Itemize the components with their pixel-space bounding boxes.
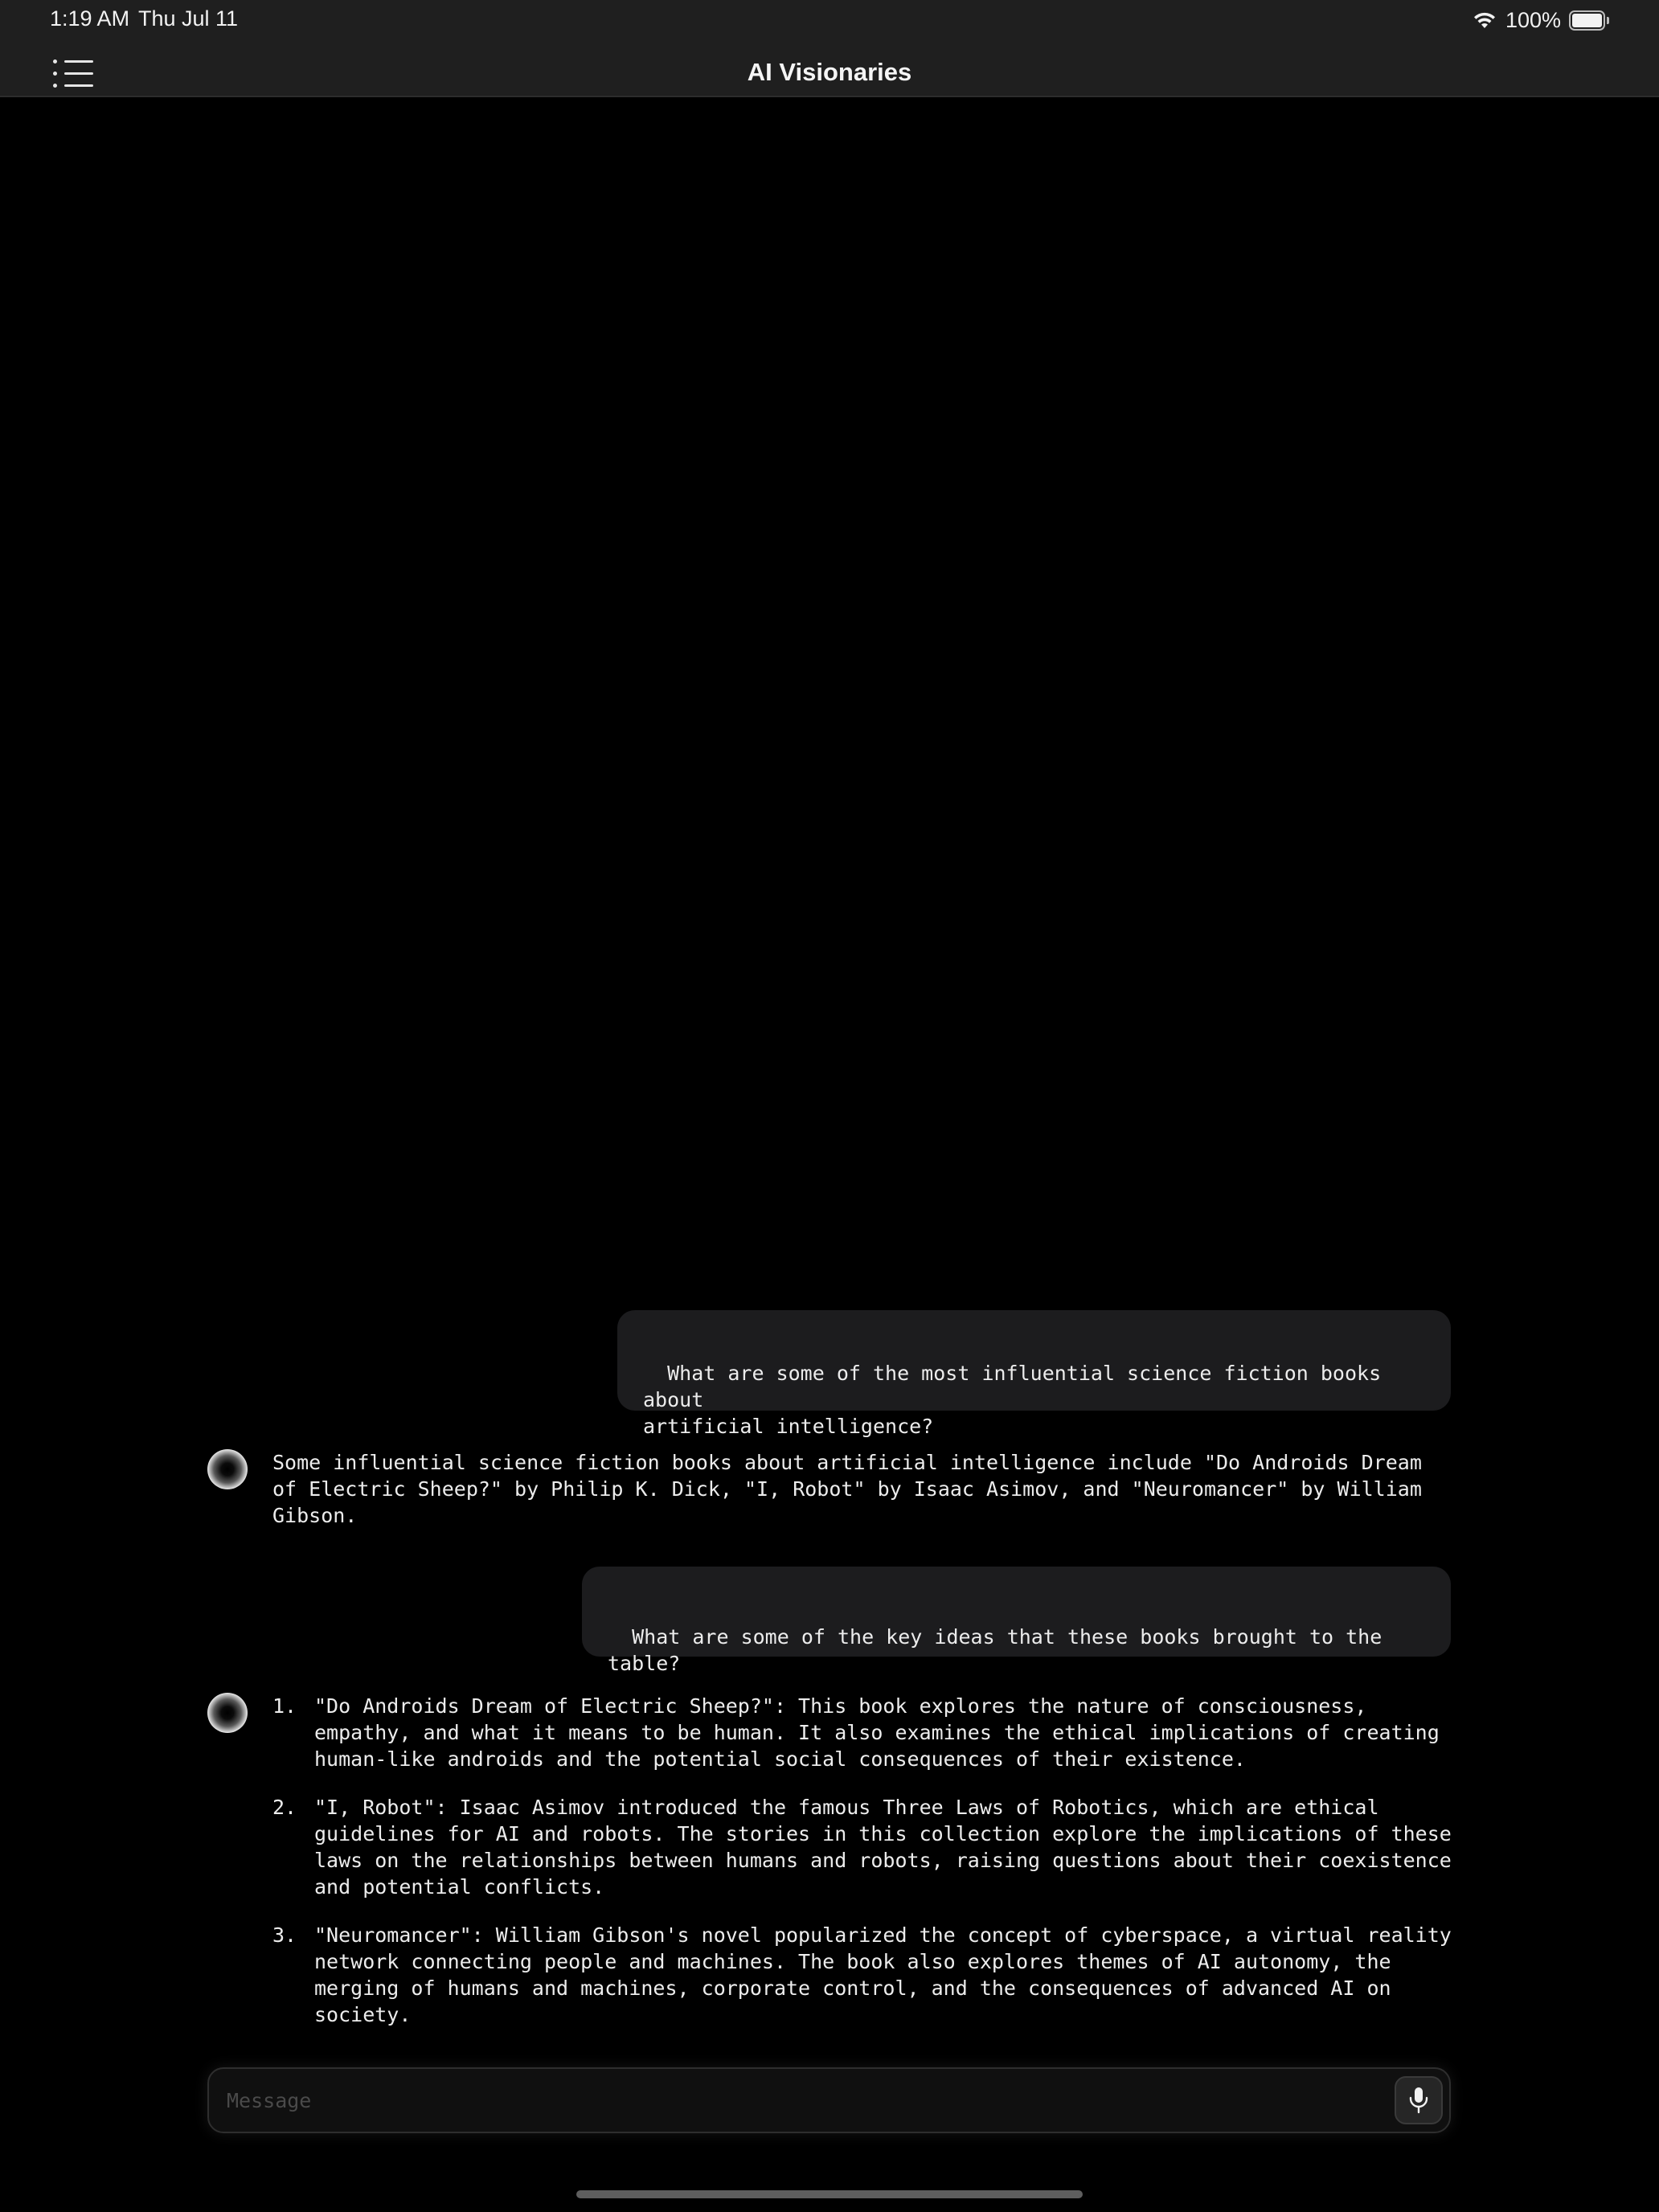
assistant-message [272, 1449, 1454, 1529]
assistant-avatar [207, 1693, 248, 1733]
list-item [272, 1794, 1454, 1900]
list-item-text: "Neuromancer": William Gibson's novel popularized the concept of cyberspace, a virtual reality network connecting people and machines. The book also explores themes of AI autonomy, the merging of humans and machines, corporate control, and the consequences of advanced AI on society. [314, 1923, 1452, 2026]
list-item-number: 1. [272, 1694, 297, 1718]
status-indicators [1472, 6, 1609, 34]
battery-percentage: 100% [1505, 7, 1561, 32]
top-bar [0, 0, 1659, 97]
status-date: Thu Jul 11 [138, 6, 239, 31]
message-input[interactable] [227, 2069, 1384, 2132]
message-composer [207, 2067, 1451, 2133]
user-message [617, 1310, 1451, 1438]
list-item-number: 2. [272, 1796, 297, 1819]
list-item-text: "Do Androids Dream of Electric Sheep?": This book explores the nature of consciousness, empathy, and what it means to be human. It also examines the ethical implications of creating human-like androids and the potential social consequences of their existence. [314, 1694, 1440, 1771]
assistant-message-text: Some influential science fiction books about artificial intelligence include "Do Androids Dream of Electric Sheep?" by Philip K. Dick, "I, Robot" by Isaac Asimov, and "Neuromancer" by William Gibson. [272, 1451, 1422, 1527]
microphone-button[interactable] [1395, 2076, 1443, 2124]
battery-icon [1569, 10, 1609, 31]
list-item [272, 1693, 1454, 1772]
user-message [582, 1567, 1451, 1675]
assistant-message-list [272, 1693, 1454, 2050]
status-time: 1:19 AM [50, 6, 130, 31]
home-indicator[interactable] [576, 2190, 1083, 2198]
assistant-avatar [207, 1449, 248, 1489]
microphone-icon [1408, 2087, 1429, 2114]
list-item-text: "I, Robot": Isaac Asimov introduced the famous Three Laws of Robotics, which are ethical guidelines for AI and robots. The stories in this collection explore the implications of these laws on the relationships between humans and robots, raising questions about their coexistence and potential conflicts. [314, 1796, 1452, 1899]
user-message-text: What are some of the most influential science fiction books about artificial intelligence? [643, 1362, 1382, 1438]
list-item [272, 1922, 1454, 2028]
list-item-number: 3. [272, 1923, 297, 1947]
user-message-text: What are some of the key ideas that these books brought to the table? [608, 1625, 1395, 1675]
wifi-icon [1472, 10, 1497, 30]
page-title: AI Visionaries [747, 58, 912, 86]
